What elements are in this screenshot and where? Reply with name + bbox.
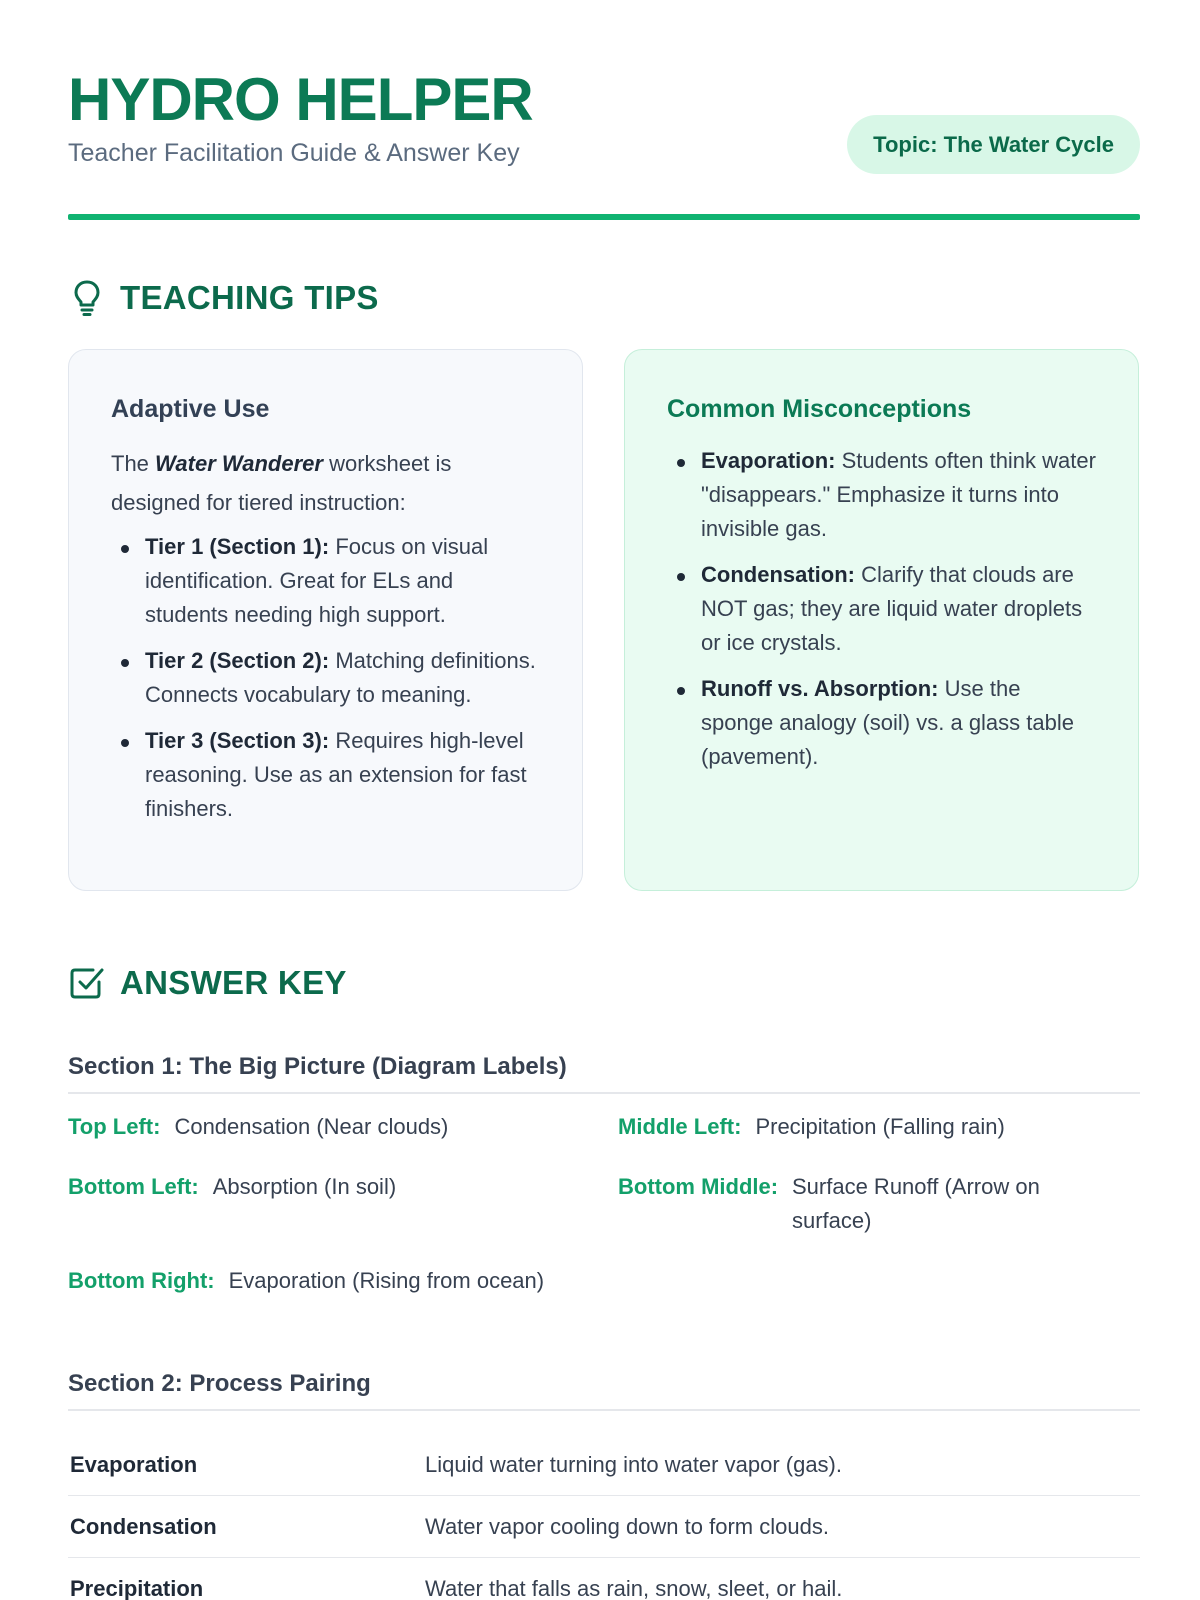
misconceptions-card xyxy=(624,349,1139,891)
item-label: Runoff vs. Absorption: xyxy=(701,676,939,701)
term-cell: Condensation xyxy=(70,1513,217,1539)
page-header xyxy=(68,68,1140,216)
label-key: Bottom Right: xyxy=(68,1268,215,1293)
answer-key-heading xyxy=(68,961,347,1005)
intro-prefix: The xyxy=(111,451,156,476)
definition-cell: Water vapor cooling down to form clouds. xyxy=(425,1513,829,1539)
list-item xyxy=(111,530,542,632)
item-label: Tier 1 (Section 1): xyxy=(145,534,330,559)
item-label: Evaporation: xyxy=(701,448,836,473)
worksheet-name: Water Wanderer xyxy=(155,451,323,476)
term-cell: Evaporation xyxy=(70,1451,198,1477)
label-middle-left xyxy=(618,1110,1005,1144)
process-pairing-table xyxy=(68,1434,1140,1600)
list-item xyxy=(667,558,1098,660)
section-1-title: Section 1: The Big Picture (Diagram Labels) xyxy=(68,1052,1140,1094)
item-text: Requires high-level reasoning. Use as an extension for fast finishers. xyxy=(145,728,527,821)
adaptive-use-card xyxy=(68,349,583,891)
item-label: Condensation: xyxy=(701,562,855,587)
adaptive-intro xyxy=(111,444,542,522)
diagram-labels xyxy=(68,1110,1140,1310)
label-key: Middle Left: xyxy=(618,1114,742,1139)
definition-cell: Liquid water turning into water vapor (gas). xyxy=(425,1451,842,1477)
lightbulb-icon xyxy=(68,278,106,318)
list-item xyxy=(667,444,1098,546)
item-text: Use the sponge analogy (soil) vs. a glass table (pavement). xyxy=(701,676,1074,769)
checkbox-icon xyxy=(68,963,106,1003)
list-item xyxy=(111,644,542,712)
item-label: Tier 3 (Section 3): xyxy=(145,728,330,753)
card-title: Adaptive Use xyxy=(111,395,270,423)
item-text: Clarify that clouds are NOT gas; they are liquid water droplets or ice crystals. xyxy=(701,562,1083,655)
section-title: ANSWER KEY xyxy=(120,964,347,1001)
label-top-left xyxy=(68,1110,448,1144)
header-divider xyxy=(68,214,1140,220)
label-value: Precipitation (Falling rain) xyxy=(755,1114,1005,1139)
label-bottom-right xyxy=(68,1264,544,1298)
item-label: Tier 2 (Section 2): xyxy=(145,648,330,673)
label-value: Surface Runoff (Arrow on surface) xyxy=(792,1174,1040,1233)
label-bottom-middle xyxy=(618,1170,1088,1238)
page-subtitle: Teacher Facilitation Guide & Answer Key xyxy=(68,139,520,167)
label-key: Bottom Middle: xyxy=(618,1174,779,1199)
section-title: TEACHING TIPS xyxy=(120,279,379,316)
table-row xyxy=(68,1434,1140,1496)
topic-badge: Topic: The Water Cycle xyxy=(847,115,1140,174)
label-key: Bottom Left: xyxy=(68,1174,199,1199)
item-text: Students often think water "disappears." Emphasize it turns into invisible gas. xyxy=(701,448,1096,541)
label-value: Absorption (In soil) xyxy=(212,1174,397,1199)
brand-title: HYDRO HELPER xyxy=(68,66,533,133)
label-value: Condensation (Near clouds) xyxy=(174,1114,449,1139)
tier-list xyxy=(111,530,542,826)
table-row xyxy=(68,1558,1140,1600)
label-key: Top Left: xyxy=(68,1114,161,1139)
item-text: Matching definitions. Connects vocabulary to meaning. xyxy=(145,648,536,707)
table-row xyxy=(68,1496,1140,1558)
intro-suffix: worksheet is designed for tiered instruction: xyxy=(111,451,452,515)
facilitation-guide-page xyxy=(68,0,1140,1600)
item-text: Focus on visual identification. Great for ELs and students needing high support. xyxy=(145,534,489,627)
card-title: Common Misconceptions xyxy=(667,395,972,423)
teaching-tips-heading xyxy=(68,276,379,320)
definition-cell: Water that falls as rain, snow, sleet, or hail. xyxy=(425,1576,843,1600)
label-value: Evaporation (Rising from ocean) xyxy=(228,1268,545,1293)
list-item xyxy=(111,724,542,826)
section-2-title: Section 2: Process Pairing xyxy=(68,1369,1140,1411)
misconception-list xyxy=(667,444,1098,774)
label-bottom-left xyxy=(68,1170,396,1204)
term-cell: Precipitation xyxy=(70,1576,204,1600)
list-item xyxy=(667,672,1098,774)
